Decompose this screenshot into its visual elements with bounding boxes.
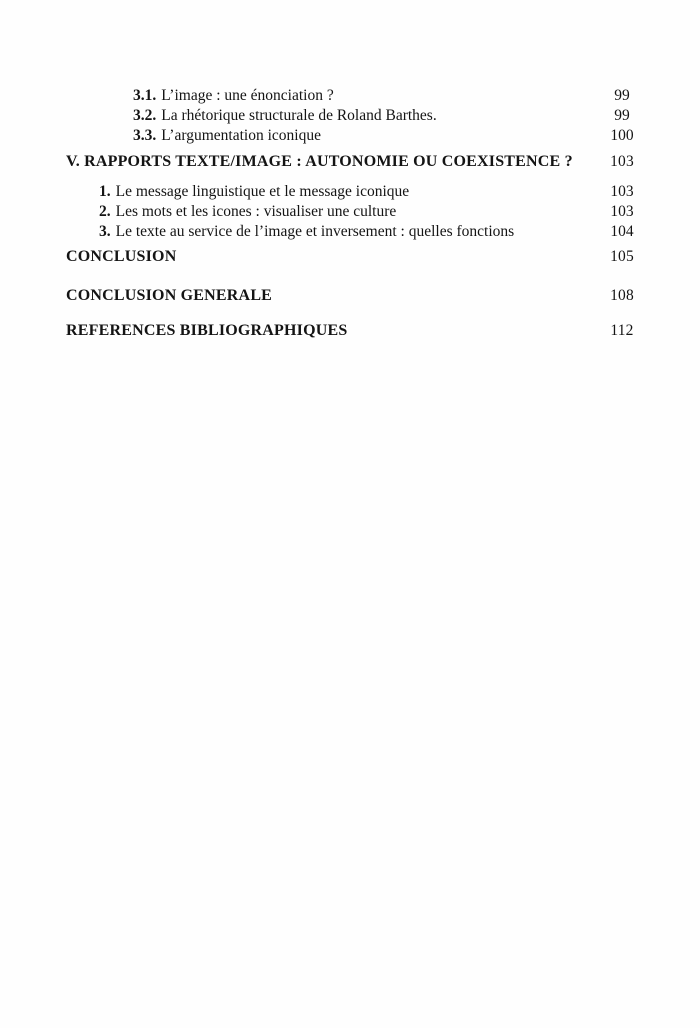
toc-entry <box>0 106 700 126</box>
entry-number: 3.1. <box>133 87 157 104</box>
entry-number: 3.3. <box>133 127 157 144</box>
toc-section-heading <box>0 151 700 172</box>
page-number: 99 <box>614 87 630 104</box>
entry-label: REFERENCES BIBLIOGRAPHIQUES <box>66 322 348 339</box>
toc-entry <box>0 126 700 146</box>
page-number: 108 <box>610 287 634 304</box>
page-number: 103 <box>610 153 634 170</box>
page-number: 112 <box>610 322 634 339</box>
entry-number: 2. <box>99 203 111 220</box>
page-number: 100 <box>610 127 634 144</box>
entry-label: Les mots et les icones : visualiser une culture <box>115 203 397 220</box>
toc-section-heading <box>0 246 700 267</box>
entry-label: L’image : une énonciation ? <box>161 87 334 104</box>
entry-label: CONCLUSION GENERALE <box>66 287 273 304</box>
toc-entry <box>0 222 700 242</box>
entry-label: CONCLUSION <box>66 248 177 265</box>
entry-number: 3.2. <box>133 107 157 124</box>
toc-section-heading <box>0 320 700 341</box>
toc-entry <box>0 202 700 222</box>
toc-section-heading <box>0 285 700 306</box>
entry-label: Le texte au service de l’image et inversement : quelles fonctions <box>115 223 515 240</box>
page-number: 104 <box>610 223 634 240</box>
page-number: 105 <box>610 248 634 265</box>
entry-label: L’argumentation iconique <box>161 127 321 144</box>
entry-label: La rhétorique structurale de Roland Barthes. <box>161 107 437 124</box>
toc-entry <box>0 182 700 202</box>
toc-entry <box>0 86 700 106</box>
page-number: 103 <box>610 203 634 220</box>
page-number: 103 <box>610 183 634 200</box>
page-number: 99 <box>614 107 630 124</box>
entry-number: 1. <box>99 183 111 200</box>
entry-label: V. RAPPORTS TEXTE/IMAGE : AUTONOMIE OU COEXISTENCE ? <box>66 153 573 170</box>
entry-label: Le message linguistique et le message iconique <box>115 183 410 200</box>
table-of-contents <box>0 86 700 341</box>
entry-number: 3. <box>99 223 111 240</box>
